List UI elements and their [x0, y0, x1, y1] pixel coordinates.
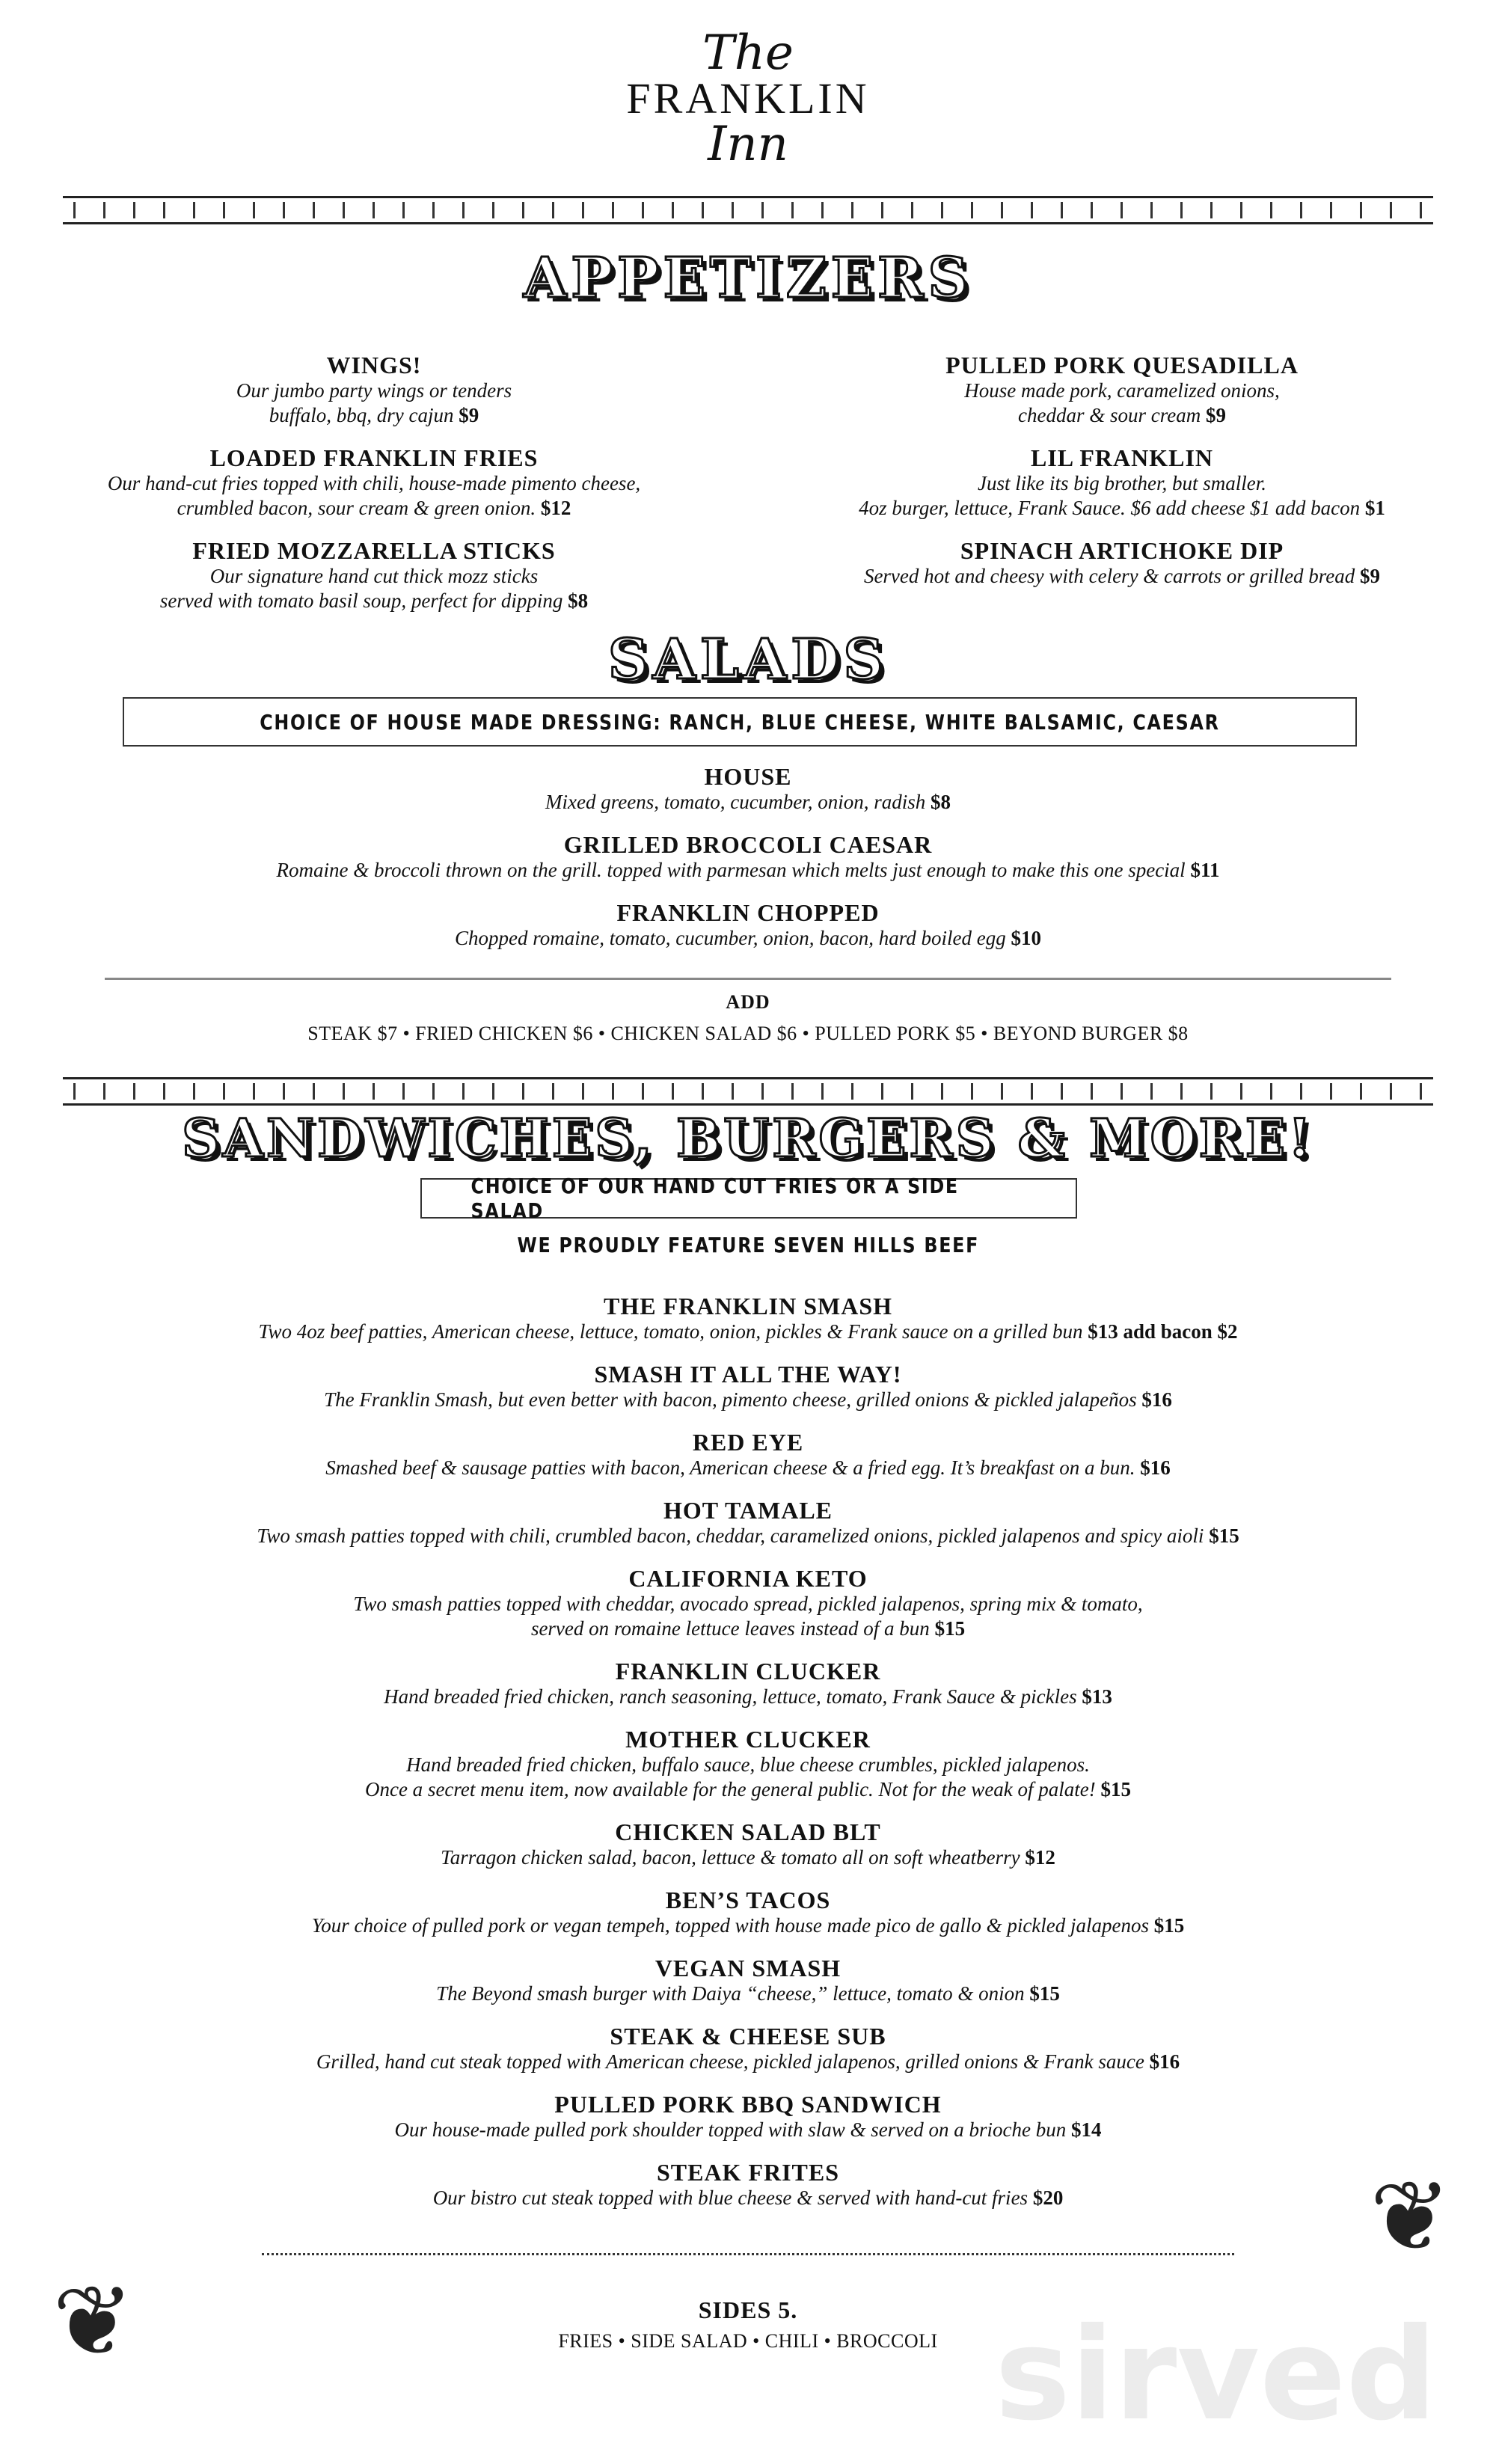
item-name: STEAK & CHEESE SUB	[610, 2023, 886, 2050]
item-description-line	[0, 858, 1496, 883]
item-price: $8	[930, 791, 951, 813]
item-description-line	[0, 1388, 1496, 1412]
item-name: SMASH IT ALL THE WAY!	[594, 1361, 902, 1388]
item-description-text: Hand breaded fried chicken, ranch seasoning, lettuce, tomato, Frank Sauce & pickles	[384, 1685, 1077, 1708]
item-description-text: Just like its big brother, but smaller.	[978, 472, 1266, 494]
item-description-text: Served hot and cheesy with celery & carrots or grilled bread	[863, 565, 1355, 587]
side-choice-box	[420, 1174, 1077, 1223]
item-description-text: Our bistro cut steak topped with blue cheese & served with hand-cut fries	[432, 2186, 1028, 2209]
menu-item	[748, 537, 1496, 589]
menu-item	[0, 1293, 1496, 1344]
item-description-line	[0, 2186, 1496, 2210]
item-name: GRILLED BROCCOLI CAESAR	[563, 831, 933, 858]
item-description-line	[0, 1456, 1496, 1480]
item-name: THE FRANKLIN SMASH	[603, 1293, 893, 1320]
item-description-text: served on romaine lettuce leaves instead of a bun	[530, 1617, 930, 1640]
item-description-line	[0, 471, 748, 496]
item-description-line	[0, 790, 1496, 815]
item-description-text: Two smash patties topped with cheddar, avocado spread, pickled jalapenos, spring mix & tomato,	[353, 1593, 1143, 1615]
item-description-line	[0, 379, 748, 403]
item-price: $8	[568, 589, 589, 612]
item-description-line	[0, 926, 1496, 951]
item-description-line	[0, 2050, 1496, 2074]
item-price: $13	[1082, 1685, 1112, 1708]
menu-item	[0, 1361, 1496, 1412]
item-description-line	[0, 496, 748, 521]
item-description-line	[0, 1685, 1496, 1709]
item-name: CALIFORNIA KETO	[628, 1565, 868, 1592]
menu-item	[0, 1726, 1496, 1802]
item-description-line	[0, 564, 748, 589]
menu-item	[0, 1658, 1496, 1709]
item-description-text: Our jumbo party wings or tenders	[236, 379, 512, 402]
item-name: HOUSE	[704, 763, 792, 790]
item-description-line	[0, 403, 748, 428]
menu-item	[748, 352, 1496, 428]
item-description-line	[748, 379, 1496, 403]
flourish-left-icon: ❦	[52, 2269, 134, 2376]
appetizers-left-column	[0, 352, 748, 630]
item-price: $11	[1190, 859, 1220, 881]
menu-item	[0, 763, 1496, 815]
menu-item	[0, 1497, 1496, 1548]
side-choice-text: CHOICE OF OUR HAND CUT FRIES OR A SIDE SALAD	[470, 1174, 959, 1223]
item-description-text: crumbled bacon, sour cream & green onion.	[177, 497, 536, 519]
item-price: $16	[1141, 1388, 1172, 1411]
item-description-text: The Beyond smash burger with Daiya “cheese,” lettuce, tomato & onion	[436, 1982, 1025, 2005]
item-description-line	[748, 564, 1496, 589]
add-options: STEAK $7 • FRIED CHICKEN $6 • CHICKEN SALAD $6 • PULLED PORK $5 • BEYOND BURGER $8	[307, 1023, 1189, 1044]
item-name: STEAK FRITES	[656, 2159, 840, 2186]
menu-item	[0, 444, 748, 521]
logo-the: The	[702, 25, 794, 81]
item-price: $9	[1205, 404, 1226, 426]
menu-item	[0, 831, 1496, 883]
item-price: $15	[934, 1617, 966, 1640]
menu-item	[0, 899, 1496, 951]
item-description-text: House made pork, caramelized onions,	[964, 379, 1280, 402]
logo	[0, 25, 1496, 172]
ornament-divider	[63, 1077, 1433, 1106]
item-description-line	[0, 1616, 1496, 1641]
item-description-line	[748, 496, 1496, 521]
item-name: LOADED FRANKLIN FRIES	[209, 444, 539, 471]
item-price: $15	[1029, 1982, 1060, 2005]
item-name: BEN’S TACOS	[665, 1887, 831, 1913]
item-price: $13 add bacon $2	[1088, 1320, 1238, 1343]
item-description-text: served with tomato basil soup, perfect for dipping	[159, 589, 563, 612]
add-label: ADD	[726, 991, 770, 1013]
item-description-text: buffalo, bbq, dry cajun	[269, 404, 454, 426]
item-description-line	[0, 1592, 1496, 1616]
logo-name: FRANKLIN	[626, 74, 870, 123]
item-description-text: Mixed greens, tomato, cucumber, onion, radish	[545, 791, 926, 813]
item-description-line	[0, 1524, 1496, 1548]
divider	[105, 978, 1391, 980]
sandwiches-heading: SANDWICHES, BURGERS & MORE!	[182, 1107, 1314, 1169]
item-price: $20	[1032, 2186, 1064, 2209]
item-price: $15	[1153, 1914, 1185, 1937]
item-description-text: Grilled, hand cut steak topped with American cheese, pickled jalapenos, grilled onions & Frank sauce	[316, 2050, 1144, 2073]
menu-item	[0, 2023, 1496, 2074]
item-price: $9	[459, 404, 479, 426]
item-description-text: Once a secret menu item, now available for the general public. Not for the weak of palate!	[364, 1778, 1096, 1801]
item-price: $15	[1209, 1524, 1239, 1547]
item-description-text: Hand breaded fried chicken, buffalo sauce, blue cheese crumbles, pickled jalapenos.	[406, 1753, 1090, 1776]
menu-item	[0, 1887, 1496, 1938]
item-description-line	[0, 1982, 1496, 2006]
item-description-text: Our signature hand cut thick mozz sticks	[209, 565, 539, 587]
item-name: FRANKLIN CLUCKER	[615, 1658, 881, 1685]
item-description-text: Chopped romaine, tomato, cucumber, onion, bacon, hard boiled egg	[455, 927, 1006, 949]
menu-item	[0, 1429, 1496, 1480]
ornament-divider	[63, 196, 1433, 224]
item-description-line	[0, 1913, 1496, 1938]
item-name: FRIED MOZZARELLA STICKS	[192, 537, 556, 564]
sandwiches-list	[0, 1293, 1496, 2227]
item-name: RED EYE	[692, 1429, 804, 1456]
item-description-line	[0, 2118, 1496, 2142]
item-price: $15	[1100, 1778, 1132, 1801]
bottom-ornament	[262, 2253, 1234, 2255]
item-description-text: Your choice of pulled pork or vegan tempeh, topped with house made pico de gallo & pickled jalapenos	[311, 1914, 1150, 1937]
item-description-line	[748, 471, 1496, 496]
item-description-line	[0, 1753, 1496, 1777]
item-name: SPINACH ARTICHOKE DIP	[960, 537, 1284, 564]
item-name: MOTHER CLUCKER	[625, 1726, 871, 1753]
item-price: $14	[1070, 2118, 1102, 2141]
item-description-text: Smashed beef & sausage patties with bacon, American cheese & a fried egg. It’s breakfast on a bun.	[325, 1456, 1135, 1479]
item-description-text: Our hand-cut fries topped with chili, house-made pimento cheese,	[107, 472, 641, 494]
item-name: HOT TAMALE	[663, 1497, 833, 1524]
dressing-text: CHOICE OF HOUSE MADE DRESSING: RANCH, BLUE CHEESE, WHITE BALSAMIC, CAESAR	[260, 709, 1220, 735]
item-name: CHICKEN SALAD BLT	[615, 1818, 881, 1845]
menu-item	[0, 1565, 1496, 1641]
item-price: $9	[1360, 565, 1381, 587]
menu-item	[0, 537, 748, 613]
dressing-box	[123, 697, 1357, 747]
logo-inn: Inn	[708, 117, 788, 172]
item-name: VEGAN SMASH	[654, 1955, 842, 1982]
item-description-line	[0, 1845, 1496, 1870]
sides-items: FRIES • SIDE SALAD • CHILI • BROCCOLI	[558, 2330, 938, 2352]
feature-text: WE PROUDLY FEATURE SEVEN HILLS BEEF	[517, 1233, 979, 1257]
item-description-line	[0, 1320, 1496, 1344]
salads-heading: SALADS	[608, 628, 888, 692]
item-description-line	[0, 1777, 1496, 1802]
item-price: $12	[540, 497, 571, 519]
menu-item	[0, 2159, 1496, 2210]
menu-item	[0, 352, 748, 428]
item-name: LIL FRANKLIN	[1030, 444, 1214, 471]
item-description-line	[0, 589, 748, 613]
appetizers-right-column	[748, 352, 1496, 630]
item-description-text: Our house-made pulled pork shoulder topped with slaw & served on a brioche bun	[394, 2118, 1067, 2141]
item-name: PULLED PORK QUESADILLA	[945, 352, 1299, 379]
watermark: sirved	[995, 2301, 1438, 2449]
appetizers-list	[0, 352, 1496, 630]
menu-item	[0, 2091, 1496, 2142]
item-name: WINGS!	[326, 352, 422, 379]
feature-line	[0, 1233, 1496, 1257]
item-description-text: The Franklin Smash, but even better with bacon, pimento cheese, grilled onions & pickled jalapeños	[324, 1388, 1137, 1411]
appetizers-heading: APPETIZERS	[523, 246, 973, 310]
item-description-text: 4oz burger, lettuce, Frank Sauce. $6 add cheese $1 add bacon	[859, 497, 1361, 519]
salads-list	[0, 763, 1496, 967]
item-price: $10	[1011, 927, 1041, 949]
menu-item	[748, 444, 1496, 521]
menu-item	[0, 1818, 1496, 1870]
item-price: $16	[1149, 2050, 1180, 2073]
item-description-text: Romaine & broccoli thrown on the grill. topped with parmesan which melts just enough to make this one special	[276, 859, 1186, 881]
item-description-text: Two 4oz beef patties, American cheese, lettuce, tomato, onion, pickles & Frank sauce on a grilled bun	[258, 1320, 1083, 1343]
item-description-text: Tarragon chicken salad, bacon, lettuce & tomato all on soft wheatberry	[441, 1846, 1020, 1869]
item-price: $16	[1140, 1456, 1171, 1479]
item-price: $1	[1364, 497, 1385, 519]
item-price: $12	[1025, 1846, 1055, 1869]
menu-item	[0, 1955, 1496, 2006]
item-description-line	[748, 403, 1496, 428]
flourish-right-icon: ❦	[1370, 2164, 1451, 2272]
item-description-text: Two smash patties topped with chili, crumbled bacon, cheddar, caramelized onions, pickled jalapenos and spicy aioli	[257, 1524, 1204, 1547]
item-name: PULLED PORK BBQ SANDWICH	[554, 2091, 942, 2118]
item-name: FRANKLIN CHOPPED	[616, 899, 880, 926]
item-description-text: cheddar & sour cream	[1018, 404, 1201, 426]
sides-title: SIDES 5.	[698, 2296, 798, 2323]
